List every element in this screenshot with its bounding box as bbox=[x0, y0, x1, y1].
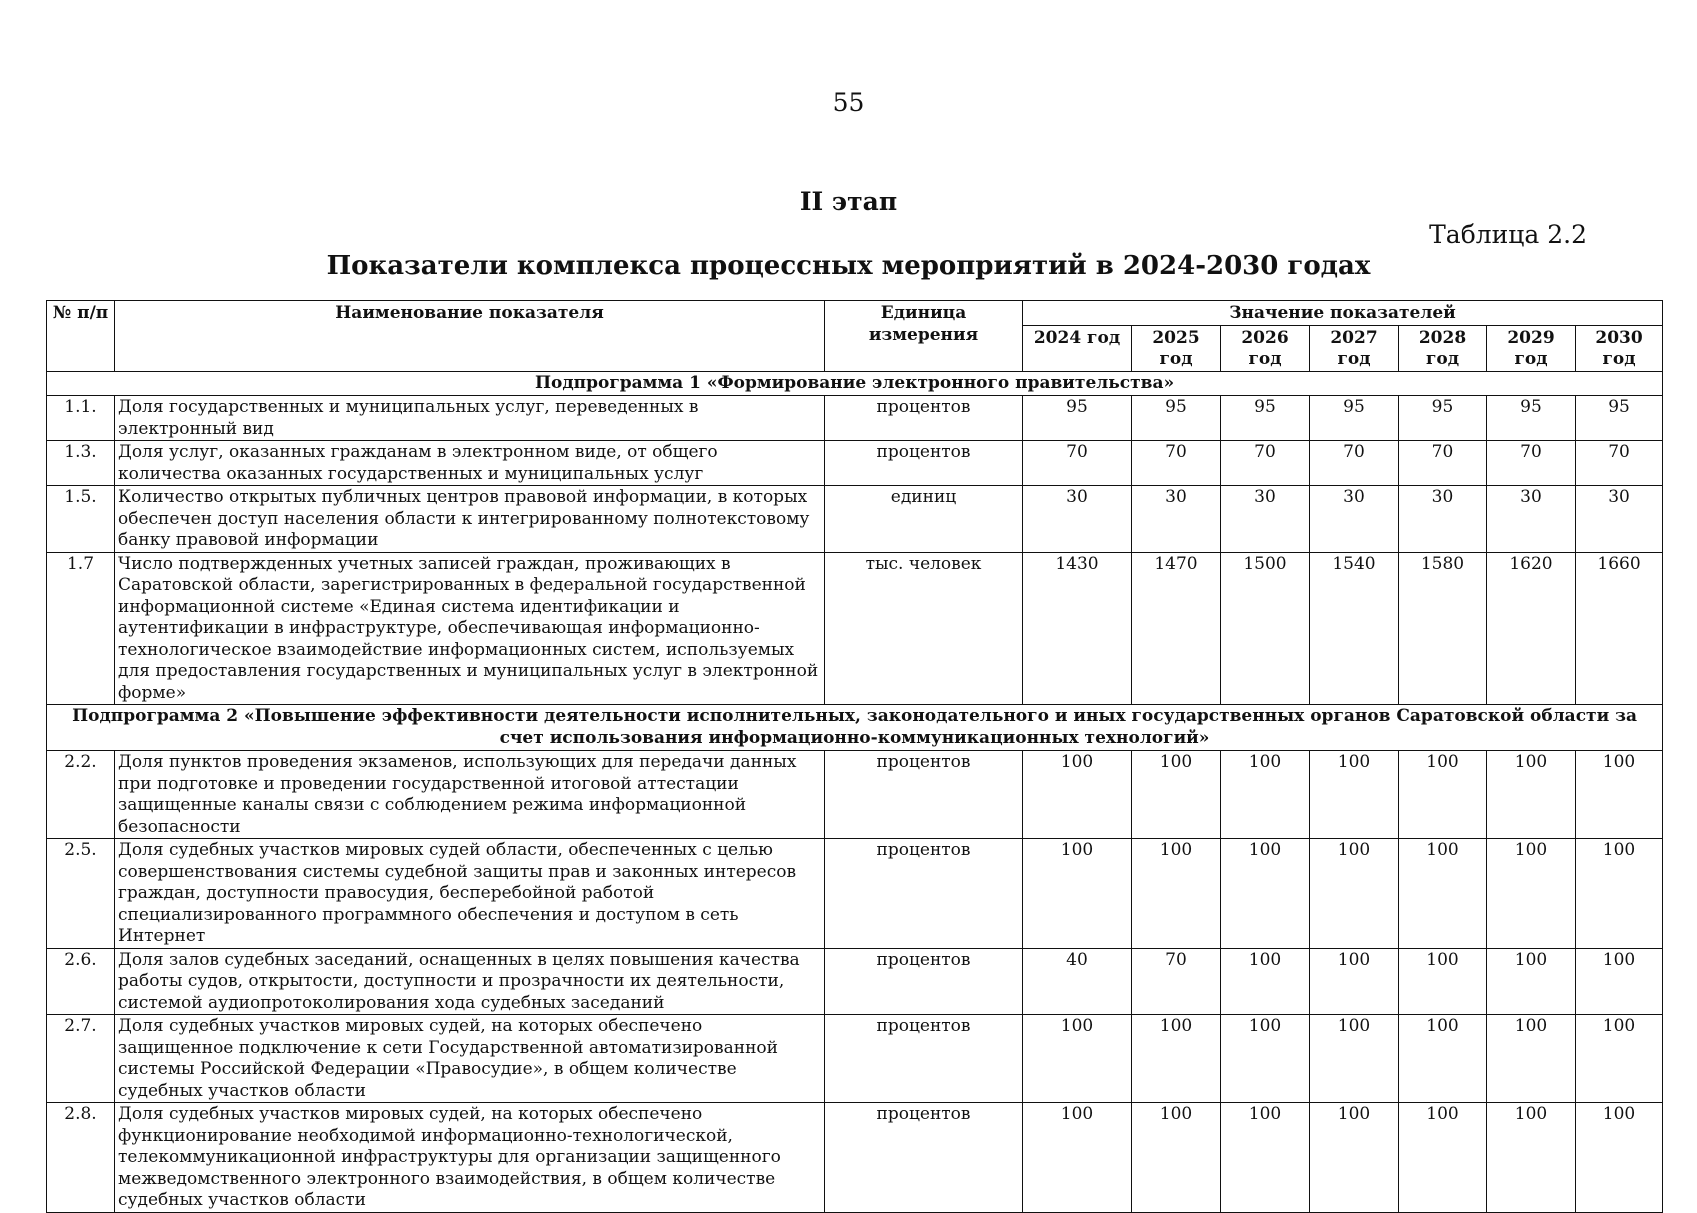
value-cell: 100 bbox=[1576, 1103, 1663, 1213]
value-cell: 70 bbox=[1576, 441, 1663, 486]
value-cell: 70 bbox=[1487, 441, 1576, 486]
value-cell: 100 bbox=[1023, 1015, 1132, 1103]
value-cell: 100 bbox=[1310, 948, 1399, 1015]
value-cell: 40 bbox=[1023, 948, 1132, 1015]
value-cell: 100 bbox=[1576, 948, 1663, 1015]
row-number: 1.3. bbox=[47, 441, 115, 486]
row-number: 1.5. bbox=[47, 486, 115, 553]
indicator-name: Доля судебных участков мировых судей, на которых обеспечено защищенное подключение к сети Государственной автоматизированной системы Российской Федерации «Правосудие», в общем количестве судебных участков области bbox=[115, 1015, 825, 1103]
value-cell: 30 bbox=[1576, 486, 1663, 553]
indicator-name: Доля услуг, оказанных гражданам в электронном виде, от общего количества оказанных государственных и муниципальных услуг bbox=[115, 441, 825, 486]
value-cell: 70 bbox=[1399, 441, 1487, 486]
unit-cell: процентов bbox=[825, 1103, 1023, 1213]
value-cell: 100 bbox=[1487, 751, 1576, 839]
subprogram-title: Подпрограмма 2 «Повышение эффективности деятельности исполнительных, законодательного и иных государственных органов Саратовской области за счет использования информационно-коммуникационных технологий» bbox=[47, 705, 1663, 751]
table-row bbox=[47, 486, 1663, 553]
value-cell: 100 bbox=[1310, 1103, 1399, 1213]
header-num: № п/п bbox=[47, 301, 115, 372]
value-cell: 100 bbox=[1221, 751, 1310, 839]
table-row bbox=[47, 552, 1663, 705]
value-cell: 30 bbox=[1399, 486, 1487, 553]
header-year: 2028 год bbox=[1399, 325, 1487, 371]
value-cell: 1500 bbox=[1221, 552, 1310, 705]
value-cell: 1660 bbox=[1576, 552, 1663, 705]
value-cell: 70 bbox=[1310, 441, 1399, 486]
value-cell: 100 bbox=[1132, 839, 1221, 949]
value-cell: 100 bbox=[1487, 839, 1576, 949]
value-cell: 100 bbox=[1132, 1015, 1221, 1103]
value-cell: 95 bbox=[1399, 396, 1487, 441]
row-number: 2.5. bbox=[47, 839, 115, 949]
value-cell: 70 bbox=[1132, 441, 1221, 486]
row-number: 2.6. bbox=[47, 948, 115, 1015]
value-cell: 100 bbox=[1221, 948, 1310, 1015]
value-cell: 1620 bbox=[1487, 552, 1576, 705]
value-cell: 100 bbox=[1576, 839, 1663, 949]
indicator-name: Доля судебных участков мировых судей, на которых обеспечено функционирование необходимой информационно-технологической, телекоммуникационной инфраструктуры для организации защищенного межведомственного электронного взаимодействия, в общем количестве судебных участков области bbox=[115, 1103, 825, 1213]
unit-cell: процентов bbox=[825, 1015, 1023, 1103]
row-number: 1.1. bbox=[47, 396, 115, 441]
unit-cell: процентов bbox=[825, 948, 1023, 1015]
value-cell: 100 bbox=[1310, 751, 1399, 839]
subprogram-title: Подпрограмма 1 «Формирование электронного правительства» bbox=[47, 371, 1663, 396]
unit-cell: процентов bbox=[825, 839, 1023, 949]
value-cell: 70 bbox=[1132, 948, 1221, 1015]
table-body bbox=[47, 371, 1663, 1212]
value-cell: 95 bbox=[1576, 396, 1663, 441]
value-cell: 100 bbox=[1576, 751, 1663, 839]
header-year: 2024 год bbox=[1023, 325, 1132, 371]
unit-cell: тыс. человек bbox=[825, 552, 1023, 705]
value-cell: 30 bbox=[1310, 486, 1399, 553]
value-cell: 95 bbox=[1310, 396, 1399, 441]
value-cell: 1430 bbox=[1023, 552, 1132, 705]
value-cell: 100 bbox=[1221, 1103, 1310, 1213]
table-row bbox=[47, 396, 1663, 441]
value-cell: 100 bbox=[1132, 751, 1221, 839]
value-cell: 100 bbox=[1023, 1103, 1132, 1213]
subprogram-row bbox=[47, 371, 1663, 396]
value-cell: 100 bbox=[1023, 751, 1132, 839]
header-year: 2025 год bbox=[1132, 325, 1221, 371]
value-cell: 95 bbox=[1132, 396, 1221, 441]
unit-cell: процентов bbox=[825, 441, 1023, 486]
value-cell: 70 bbox=[1221, 441, 1310, 486]
value-cell: 100 bbox=[1487, 1103, 1576, 1213]
value-cell: 1580 bbox=[1399, 552, 1487, 705]
value-cell: 1540 bbox=[1310, 552, 1399, 705]
value-cell: 30 bbox=[1132, 486, 1221, 553]
value-cell: 100 bbox=[1132, 1103, 1221, 1213]
value-cell: 100 bbox=[1487, 1015, 1576, 1103]
indicator-name: Количество открытых публичных центров правовой информации, в которых обеспечен доступ населения области к интегрированному полнотекстовому банку правовой информации bbox=[115, 486, 825, 553]
indicator-name: Доля залов судебных заседаний, оснащенных в целях повышения качества работы судов, открытости, доступности и прозрачности их деятельности, системой аудиопротоколирования хода судебных заседаний bbox=[115, 948, 825, 1015]
unit-cell: процентов bbox=[825, 396, 1023, 441]
value-cell: 100 bbox=[1399, 948, 1487, 1015]
indicators-table bbox=[46, 300, 1663, 1213]
header-values: Значение показателей bbox=[1023, 301, 1663, 326]
subprogram-row bbox=[47, 705, 1663, 751]
value-cell: 100 bbox=[1310, 839, 1399, 949]
table-row bbox=[47, 1015, 1663, 1103]
value-cell: 100 bbox=[1399, 839, 1487, 949]
header-year: 2027 год bbox=[1310, 325, 1399, 371]
row-number: 2.7. bbox=[47, 1015, 115, 1103]
value-cell: 95 bbox=[1487, 396, 1576, 441]
indicator-name: Доля пунктов проведения экзаменов, использующих для передачи данных при подготовке и проведении государственной итоговой аттестации защищенные каналы связи с соблюдением режима информационной безопасности bbox=[115, 751, 825, 839]
value-cell: 100 bbox=[1399, 1103, 1487, 1213]
table-row bbox=[47, 751, 1663, 839]
value-cell: 100 bbox=[1487, 948, 1576, 1015]
page-title: Показатели комплекса процессных мероприятий в 2024-2030 годах bbox=[326, 251, 1371, 281]
value-cell: 100 bbox=[1221, 1015, 1310, 1103]
value-cell: 70 bbox=[1023, 441, 1132, 486]
indicator-name: Доля государственных и муниципальных услуг, переведенных в электронный вид bbox=[115, 396, 825, 441]
value-cell: 100 bbox=[1399, 751, 1487, 839]
table-row bbox=[47, 441, 1663, 486]
header-name: Наименование показателя bbox=[115, 301, 825, 372]
value-cell: 30 bbox=[1023, 486, 1132, 553]
table-row bbox=[47, 839, 1663, 949]
value-cell: 1470 bbox=[1132, 552, 1221, 705]
value-cell: 100 bbox=[1399, 1015, 1487, 1103]
value-cell: 95 bbox=[1221, 396, 1310, 441]
indicator-name: Доля судебных участков мировых судей области, обеспеченных с целью совершенствования системы судебной защиты прав и законных интересов граждан, доступности правосудия, бесперебойной работой специализированного программного обеспечения и доступом в сеть Интернет bbox=[115, 839, 825, 949]
row-number: 1.7 bbox=[47, 552, 115, 705]
page-number: 55 bbox=[832, 88, 865, 117]
unit-cell: процентов bbox=[825, 751, 1023, 839]
row-number: 2.2. bbox=[47, 751, 115, 839]
table-row bbox=[47, 1103, 1663, 1213]
value-cell: 100 bbox=[1023, 839, 1132, 949]
header-unit: Единица измерения bbox=[825, 301, 1023, 372]
value-cell: 95 bbox=[1023, 396, 1132, 441]
header-year: 2030 год bbox=[1576, 325, 1663, 371]
unit-cell: единиц bbox=[825, 486, 1023, 553]
table-label: Таблица 2.2 bbox=[1429, 220, 1587, 249]
value-cell: 100 bbox=[1310, 1015, 1399, 1103]
value-cell: 100 bbox=[1221, 839, 1310, 949]
value-cell: 30 bbox=[1221, 486, 1310, 553]
header-year: 2026 год bbox=[1221, 325, 1310, 371]
value-cell: 30 bbox=[1487, 486, 1576, 553]
row-number: 2.8. bbox=[47, 1103, 115, 1213]
table-row bbox=[47, 948, 1663, 1015]
value-cell: 100 bbox=[1576, 1015, 1663, 1103]
stage-heading: II этап bbox=[799, 187, 898, 216]
header-year: 2029 год bbox=[1487, 325, 1576, 371]
indicator-name: Число подтвержденных учетных записей граждан, проживающих в Саратовской области, зарегистрированных в федеральной государственной информационной системе «Единая система идентификации и аутентификации в инфраструктуре, обеспечивающая информационно-технологическое взаимодействие информационных систем, используемых для предоставления государственных и муниципальных услуг в электронной форме» bbox=[115, 552, 825, 705]
